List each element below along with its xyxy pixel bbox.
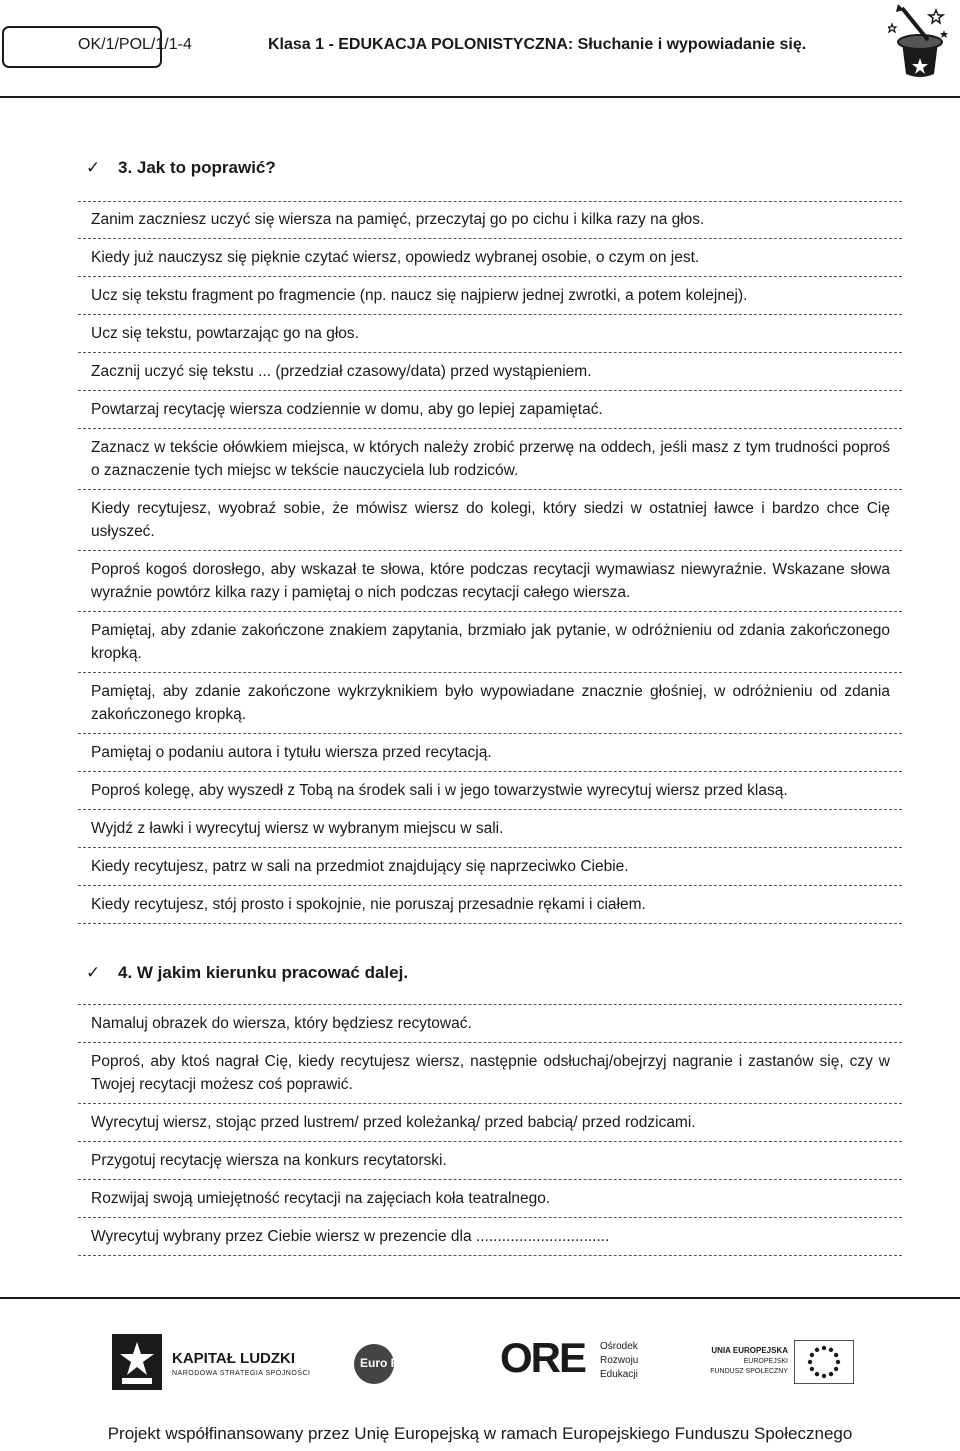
list-item: Rozwijaj swoją umiejętność recytacji na zajęciach koła teatralnego. — [78, 1179, 902, 1217]
list-item: Poproś kolegę, aby wyszedł z Tobą na środek sali i w jego towarzystwie wyrecytuj wiersz przed klasą. — [78, 771, 902, 809]
eu-star-icon — [834, 1353, 838, 1357]
ore-caption-line: Edukacji — [600, 1369, 638, 1380]
list-item: Ucz się tekstu, powtarzając go na głos. — [78, 314, 902, 352]
list-item: Zanim zaczniesz uczyć się wiersza na pamięć, przeczytaj go po cichu i kilka razy na głos. — [78, 201, 902, 238]
section-3-heading — [86, 158, 276, 178]
kapital-ludzki-subtitle: NARODOWA STRATEGIA SPÓJNOŚCI — [172, 1370, 311, 1377]
section-4-heading — [86, 963, 408, 983]
magic-hat-icon — [888, 2, 952, 82]
list-item: Wyrecytuj wybrany przez Ciebie wiersz w prezencie dla ............................... — [78, 1217, 902, 1256]
list-item: Kiedy recytujesz, stój prosto i spokojnie, nie poruszaj przesadnie rękami i ciałem. — [78, 885, 902, 924]
list-item: Pamiętaj o podaniu autora i tytułu wiersza przed recytacją. — [78, 733, 902, 771]
eu-star-icon — [810, 1367, 814, 1371]
kapital-ludzki-title: KAPITAŁ LUDZKI — [172, 1350, 296, 1367]
header-divider — [0, 96, 960, 98]
eu-star-icon — [829, 1372, 833, 1376]
sponsor-logos — [0, 1328, 960, 1398]
list-item: Przygotuj recytację wiersza na konkurs recytatorski. — [78, 1141, 902, 1179]
eu-star-icon — [810, 1353, 814, 1357]
document-title: Klasa 1 - EDUKACJA POLONISTYCZNA: Słuchanie i wypowiadanie się. — [268, 36, 807, 53]
list-item: Poproś, aby ktoś nagrał Cię, kiedy recytujesz wiersz, następnie odsłuchaj/obejrzyj nagranie i zastanów się, czy w Twojej recytacji możesz coś poprawić. — [78, 1042, 902, 1103]
eu-logo — [706, 1340, 856, 1390]
euroforum-logo — [352, 1342, 432, 1386]
list-item: Pamiętaj, aby zdanie zakończone znakiem zapytania, brzmiało jak pytanie, w odróżnieniu od zdania zakończonego kropką. — [78, 611, 902, 672]
kapital-ludzki-emblem-icon — [112, 1332, 164, 1392]
list-item: Pamiętaj, aby zdanie zakończone wykrzyknikiem było wypowiadane znacznie głośniej, w odróżnieniu od zdania zakończonego kropką. — [78, 672, 902, 733]
eu-star-icon — [815, 1372, 819, 1376]
section-4-list — [78, 1004, 902, 1256]
document-code: OK/1/POL/1/1-4 — [78, 36, 192, 53]
footer-divider — [0, 1297, 960, 1299]
eu-star-icon — [836, 1360, 840, 1364]
list-item: Poproś kogoś dorosłego, aby wskazał te słowa, które podczas recytacji wymawiasz niewyraźnie. Wskazane słowa wyraźnie powtórz kilka razy i pamiętaj o nich podczas recytacji całego wiersza. — [78, 550, 902, 611]
section-3-title: 3. Jak to poprawić? — [118, 158, 276, 177]
checkmark-icon: ✓ — [86, 158, 101, 177]
list-item: Wyrecytuj wiersz, stojąc przed lustrem/ przed koleżanką/ przed babcią/ przed rodzicami. — [78, 1103, 902, 1141]
list-item: Zacznij uczyć się tekstu ... (przedział czasowy/data) przed wystąpieniem. — [78, 352, 902, 390]
ore-caption-line: Ośrodek — [600, 1341, 638, 1352]
kapital-ludzki-logo — [112, 1332, 312, 1392]
list-item: Namaluj obrazek do wiersza, który będziesz recytować. — [78, 1004, 902, 1042]
eu-star-icon — [829, 1348, 833, 1352]
ore-wordmark: ORE — [500, 1334, 586, 1381]
euroforum-label: Euro Forum — [360, 1356, 428, 1370]
eu-line: EUROPEJSKI — [743, 1358, 788, 1365]
list-item: Powtarzaj recytację wiersza codziennie w domu, aby go lepiej zapamiętać. — [78, 390, 902, 428]
eu-star-icon — [808, 1360, 812, 1364]
eu-star-icon — [834, 1367, 838, 1371]
list-item: Kiedy recytujesz, wyobraź sobie, że mówisz wiersz do kolegi, który siedzi w ostatniej ławce i bardzo chce Cię usłyszeć. — [78, 489, 902, 550]
section-4-title: 4. W jakim kierunku pracować dalej. — [118, 963, 409, 982]
eu-title: UNIA EUROPEJSKA — [711, 1346, 788, 1355]
list-item: Ucz się tekstu fragment po fragmencie (np. naucz się najpierw jednej zwrotki, a potem kolejnej). — [78, 276, 902, 314]
eu-star-icon — [815, 1348, 819, 1352]
list-item: Zaznacz w tekście ołówkiem miejsca, w których należy zrobić przerwę na oddech, jeśli masz z tym trudności poproś o zaznaczenie tych miejsc w tekście nauczyciela lub rodziców. — [78, 428, 902, 489]
eu-flag-icon — [794, 1340, 854, 1384]
list-item: Wyjdź z ławki i wyrecytuj wiersz w wybranym miejscu w sali. — [78, 809, 902, 847]
footer-text: Projekt współfinansowany przez Unię Europejską w ramach Europejskiego Funduszu Społecznego — [107, 1424, 853, 1443]
section-3-list — [78, 201, 902, 924]
list-item: Kiedy już nauczysz się pięknie czytać wiersz, opowiedz wybranej osobie, o czym on jest. — [78, 238, 902, 276]
eu-line: FUNDUSZ SPOŁECZNY — [710, 1368, 788, 1375]
checkmark-icon: ✓ — [86, 963, 101, 982]
ore-caption — [600, 1340, 638, 1382]
eu-star-icon — [822, 1374, 826, 1378]
list-item: Kiedy recytujesz, patrz w sali na przedmiot znajdujący się naprzeciwko Ciebie. — [78, 847, 902, 885]
ore-logo — [500, 1334, 660, 1390]
eu-star-icon — [822, 1346, 826, 1350]
ore-caption-line: Rozwoju — [600, 1355, 639, 1366]
